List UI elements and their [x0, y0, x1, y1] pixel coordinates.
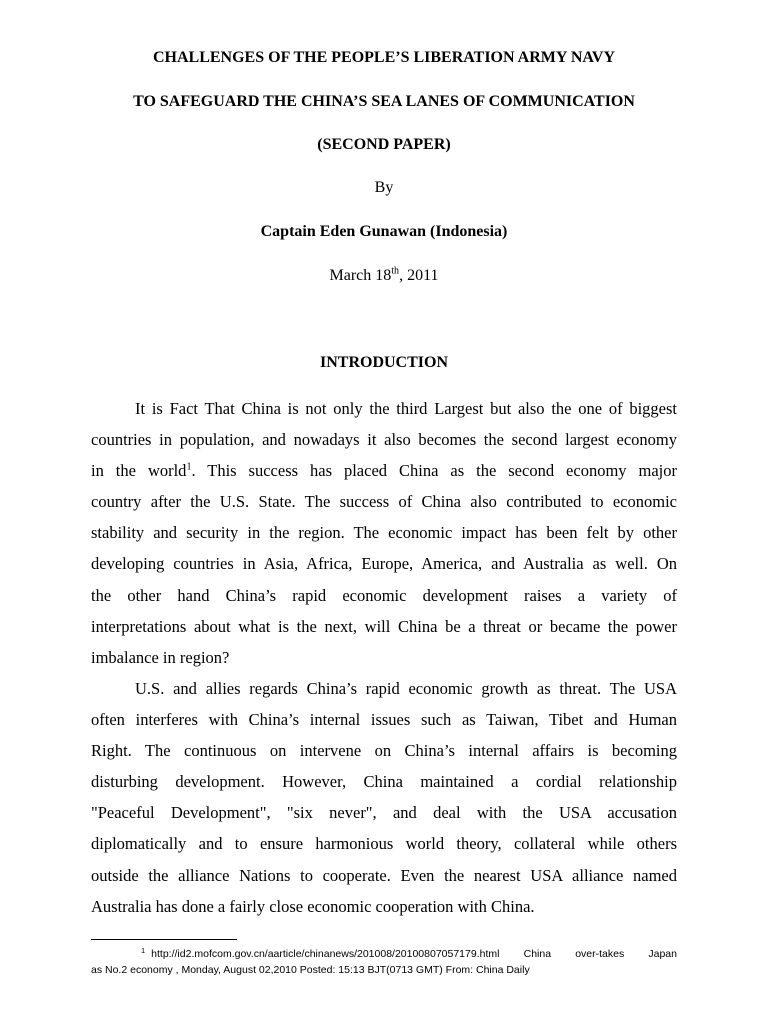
paragraph-1-line: the other hand China’s rapid economic development raises a variety of	[91, 585, 677, 605]
paragraph-1-text: . This success has placed China as the second economy major	[191, 461, 677, 481]
paragraph-1-line	[91, 455, 677, 486]
paper-date	[0, 266, 768, 286]
footnote	[91, 946, 677, 978]
footnote-reference: 1	[186, 461, 192, 473]
footnote-line: as No.2 economy , Monday, August 02,2010 Posted: 15:13 BJT(0713 GMT) From: China Daily	[91, 964, 530, 976]
paragraph-1-line: stability and security in the region. The economic impact has been felt by other	[91, 523, 677, 543]
paragraph-1-line: interpretations about what is the next, will China be a threat or became the power	[91, 616, 677, 636]
title-line-3: (SECOND PAPER)	[317, 136, 451, 153]
paragraph-2-line: outside the alliance Nations to cooperate. Even the nearest USA alliance named	[91, 865, 677, 885]
title-line-2: TO SAFEGUARD THE CHINA’S SEA LANES OF COMMUNICATION	[133, 93, 635, 110]
footnote-separator	[91, 939, 237, 940]
paragraph-1-line: imbalance in region?	[91, 647, 230, 667]
paragraph-1-line: country after the U.S. State. The success of China also contributed to economic	[91, 492, 677, 512]
paragraph-2-line: diplomatically and to ensure harmonious world theory, collateral while others	[91, 834, 677, 854]
paragraph-2-line: Australia has done a fairly close economic cooperation with China.	[91, 896, 535, 916]
footnote-url: http://id2.mofcom.gov.cn/aarticle/chinanews/201008/20100807057179.html China over-takes Japan	[151, 948, 677, 960]
footnote-marker: 1	[141, 945, 146, 955]
paragraph-2-line: often interferes with China’s internal issues such as Taiwan, Tibet and Human	[91, 710, 677, 730]
date-superscript: th	[391, 265, 400, 277]
date-prefix: March 18	[329, 267, 392, 284]
paragraph-2-line: disturbing development. However, China maintained a cordial relationship	[91, 772, 677, 792]
section-heading: INTRODUCTION	[319, 354, 448, 371]
paragraph-2-line: U.S. and allies regards China’s rapid economic growth as threat. The USA	[135, 679, 677, 698]
paragraph-1-line: It is Fact That China is not only the third Largest but also the one of biggest	[135, 399, 677, 418]
paragraph-1-line: developing countries in Asia, Africa, Europe, America, and Australia as well. On	[91, 554, 677, 574]
paragraph-2	[91, 673, 677, 922]
byline-by: By	[374, 179, 394, 196]
footnote-line	[91, 946, 677, 962]
paragraph-2-line: "Peaceful Development", "six never", and deal with the USA accusation	[91, 803, 677, 823]
paragraph-1-line: countries in population, and nowadays it also becomes the second largest economy	[91, 430, 677, 450]
paragraph-1	[91, 393, 677, 673]
date-suffix: , 2011	[399, 267, 439, 284]
title-line-1: CHALLENGES OF THE PEOPLE’S LIBERATION ARMY NAVY	[152, 49, 615, 66]
paragraph-2-line: Right. The continuous on intervene on China’s internal affairs is becoming	[91, 741, 677, 761]
paragraph-1-text: in the world	[91, 461, 187, 481]
author-name: Captain Eden Gunawan (Indonesia)	[260, 223, 508, 240]
